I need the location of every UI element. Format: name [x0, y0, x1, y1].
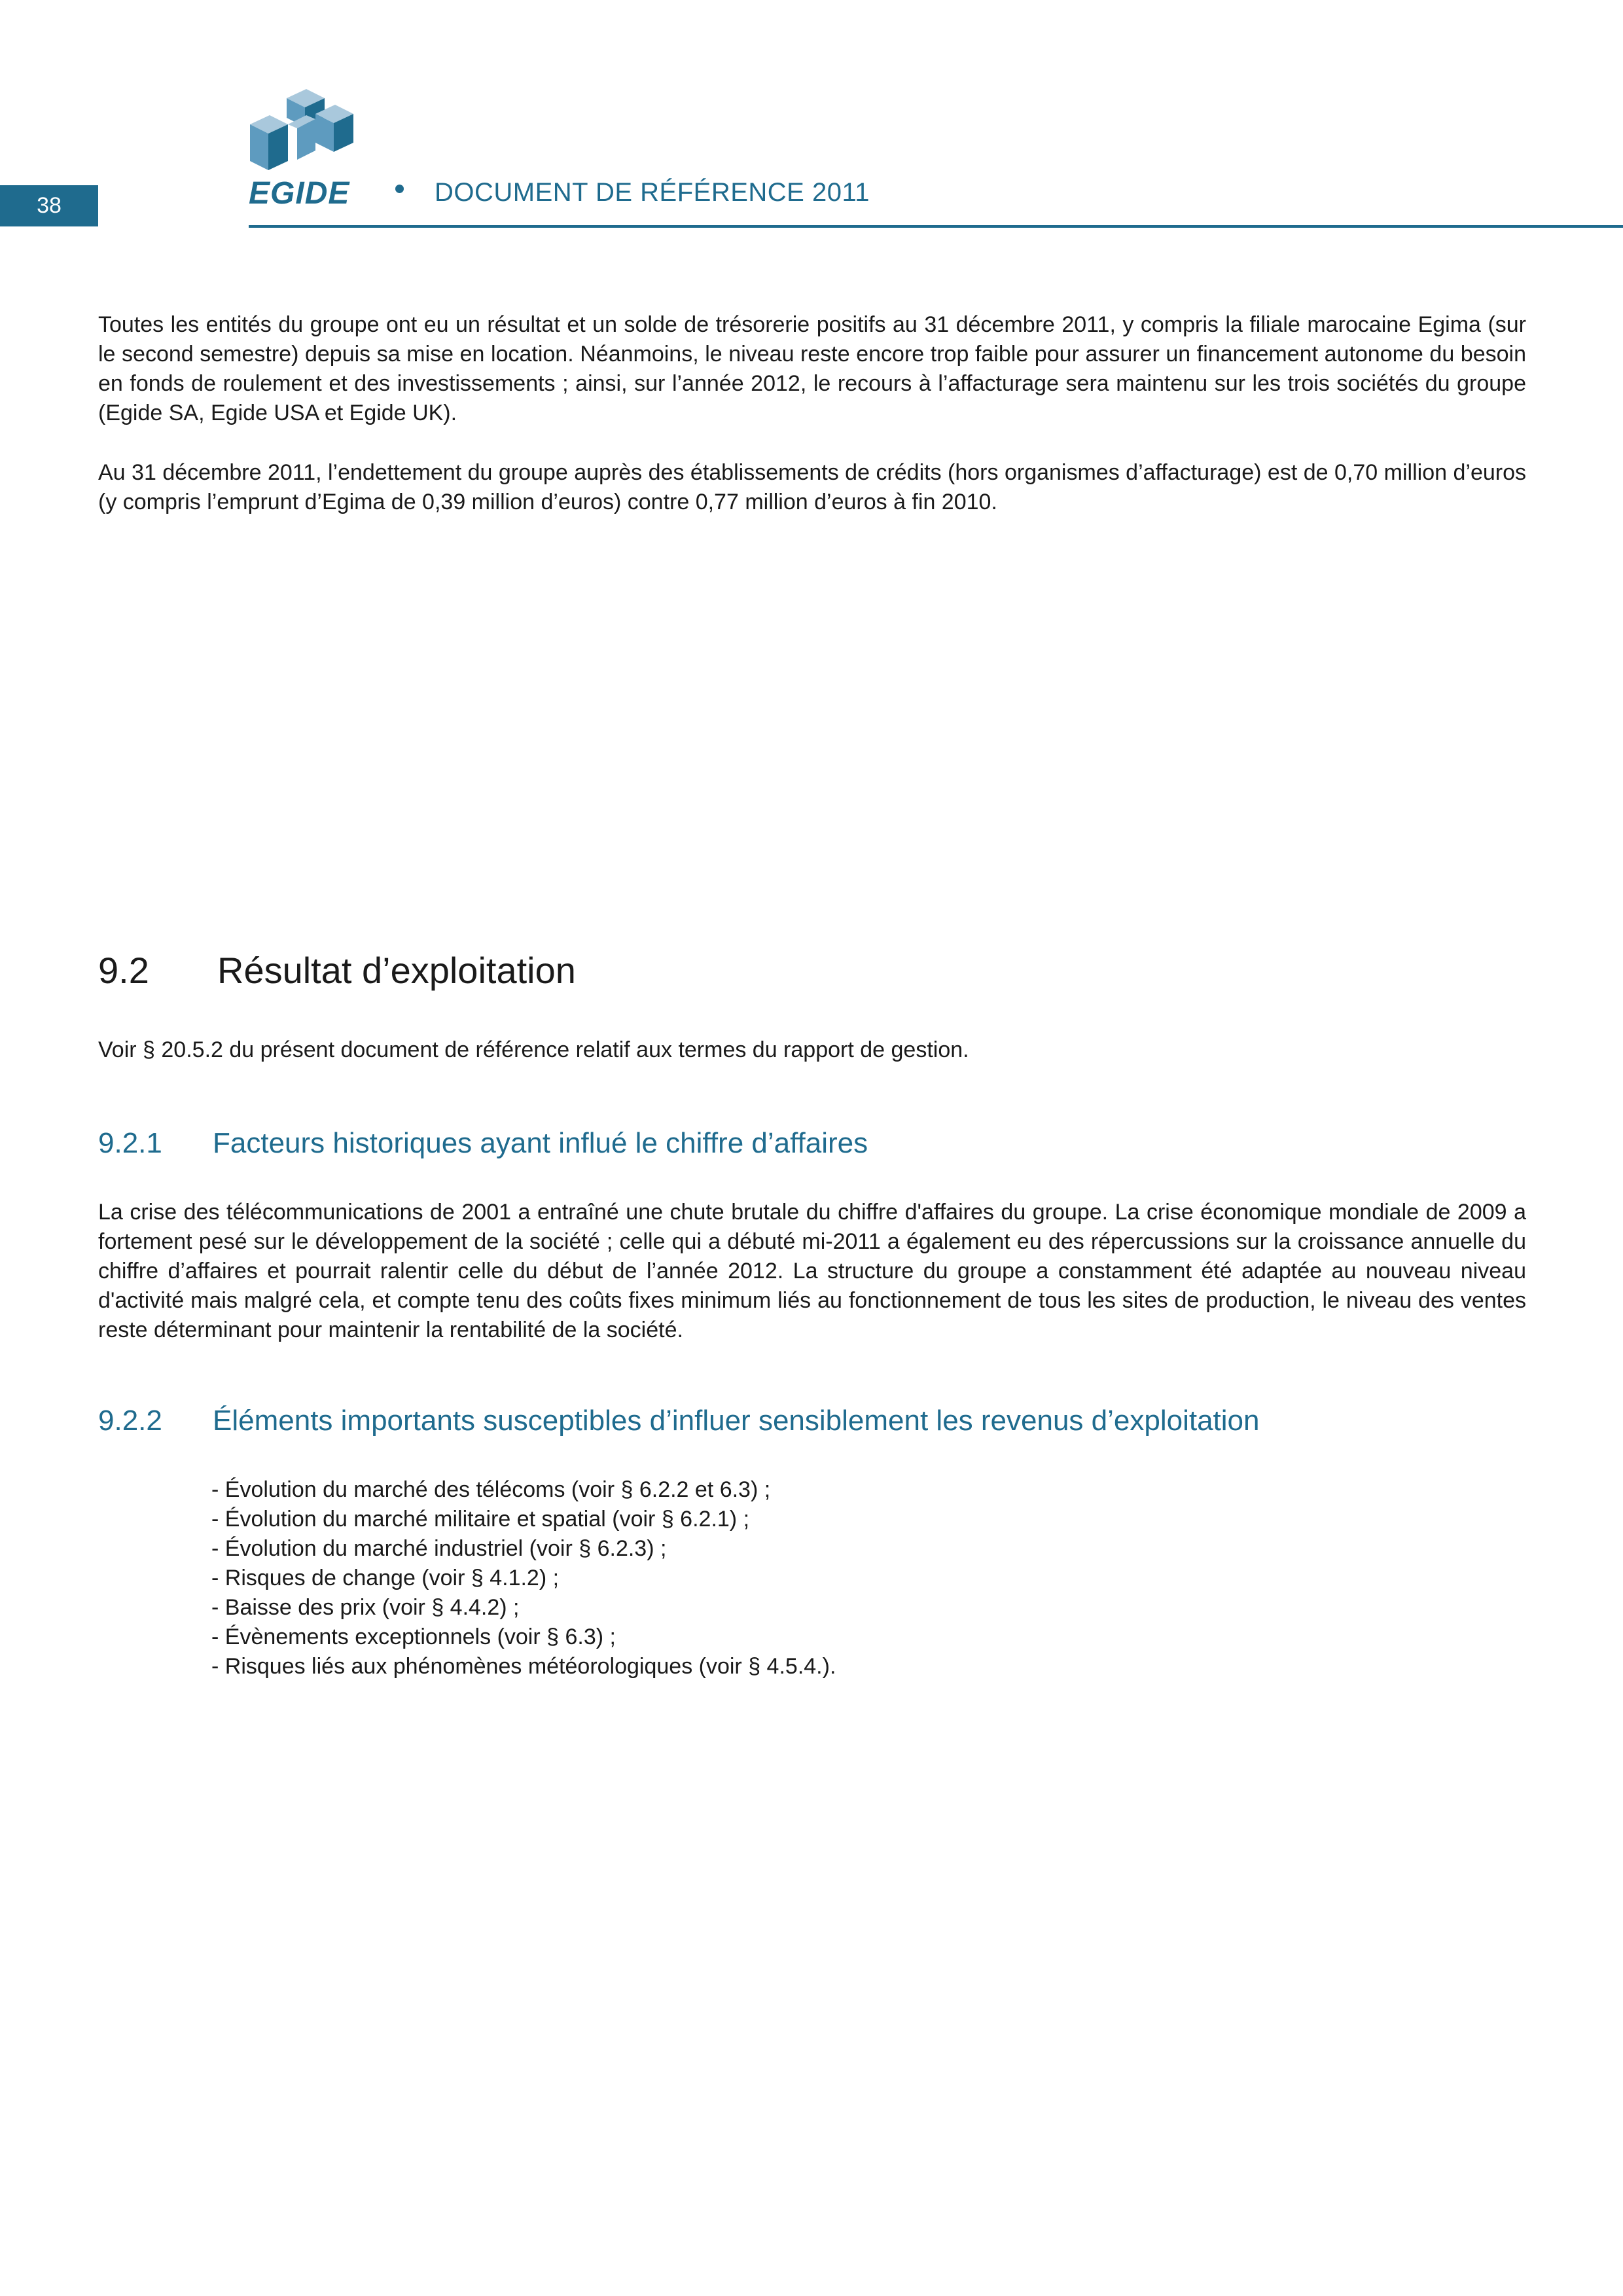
- list-item: - Évolution du marché des télécoms (voir § 6.2.2 et 6.3) ;: [211, 1477, 771, 1502]
- factors-list: [211, 1475, 836, 1681]
- logo-wordmark: EGIDE: [249, 176, 350, 211]
- section-9-2-1-text: La crise des télécommunications de 2001 a entraîné une chute brutale du chiffre d'affaires du groupe. La crise économique mondiale de 2009 a fortement pesé sur le développement de la société ; celle qui a débuté mi-2011 a également eu des répercussions sur la croissance annuelle du chiffre d’affaires et pourrait ralentir celle du début de l’année 2012. La structure du groupe a constamment été adaptée au nouveau niveau d'activité mais malgré cela, et compte tenu des coûts fixes minimum liés au fonctionnement de tous les sites de production, le niveau des ventes reste déterminant pour maintenir la rentabilité de la société.: [98, 1200, 1526, 1342]
- list-item: - Baisse des prix (voir § 4.4.2) ;: [211, 1595, 520, 1620]
- header-bullet: [395, 185, 404, 193]
- list-item: - Risques de change (voir § 4.1.2) ;: [211, 1566, 560, 1590]
- list-item: - Risques liés aux phénomènes météorologiques (voir § 4.5.4.).: [211, 1654, 836, 1679]
- subsection-number: 9.2.2: [98, 1405, 162, 1437]
- section-title: Résultat d’exploitation: [217, 950, 576, 991]
- header-divider: [249, 225, 1623, 228]
- subsection-heading-9-2-2: [98, 1405, 1260, 1437]
- subsection-title: Éléments importants susceptibles d’influer sensiblement les revenus d’exploitation: [213, 1405, 1260, 1437]
- list-item: - Évènements exceptionnels (voir § 6.3) ;: [211, 1624, 616, 1649]
- section-heading-9-2: [98, 949, 576, 992]
- section-number: 9.2: [98, 950, 149, 991]
- intro-paragraph-1: Toutes les entités du groupe ont eu un résultat et un solde de trésorerie positifs au 31 décembre 2011, y compris la filiale marocaine Egima (sur le second semestre) depuis sa mise en location. Néanmoins, le niveau reste encore trop faible pour assurer un financement autonome du besoin en fonds de roulement et des investissements ; ainsi, sur l’année 2012, le recours à l’affacturage sera maintenu sur les trois sociétés du groupe (Egide SA, Egide USA et Egide UK).: [98, 312, 1526, 425]
- intro-paragraph-2: Au 31 décembre 2011, l’endettement du groupe auprès des établissements de crédits (hors organismes d’affacturage) est de 0,70 million d’euros (y compris l’emprunt d’Egima de 0,39 million d’euros) contre 0,77 million d’euros à fin 2010.: [98, 460, 1526, 514]
- list-item: - Évolution du marché militaire et spatial (voir § 6.2.1) ;: [211, 1507, 750, 1532]
- cubes-logo-icon: [247, 86, 365, 178]
- page-number: 38: [0, 185, 98, 226]
- section-9-2-text: Voir § 20.5.2 du présent document de référence relatif aux termes du rapport de gestion.: [98, 1037, 969, 1062]
- document-title: DOCUMENT DE RÉFÉRENCE 2011: [435, 178, 870, 207]
- subsection-number: 9.2.1: [98, 1127, 162, 1159]
- subsection-title: Facteurs historiques ayant influé le chiffre d’affaires: [213, 1127, 868, 1159]
- subsection-heading-9-2-1: [98, 1127, 868, 1160]
- list-item: - Évolution du marché industriel (voir § 6.2.3) ;: [211, 1536, 667, 1561]
